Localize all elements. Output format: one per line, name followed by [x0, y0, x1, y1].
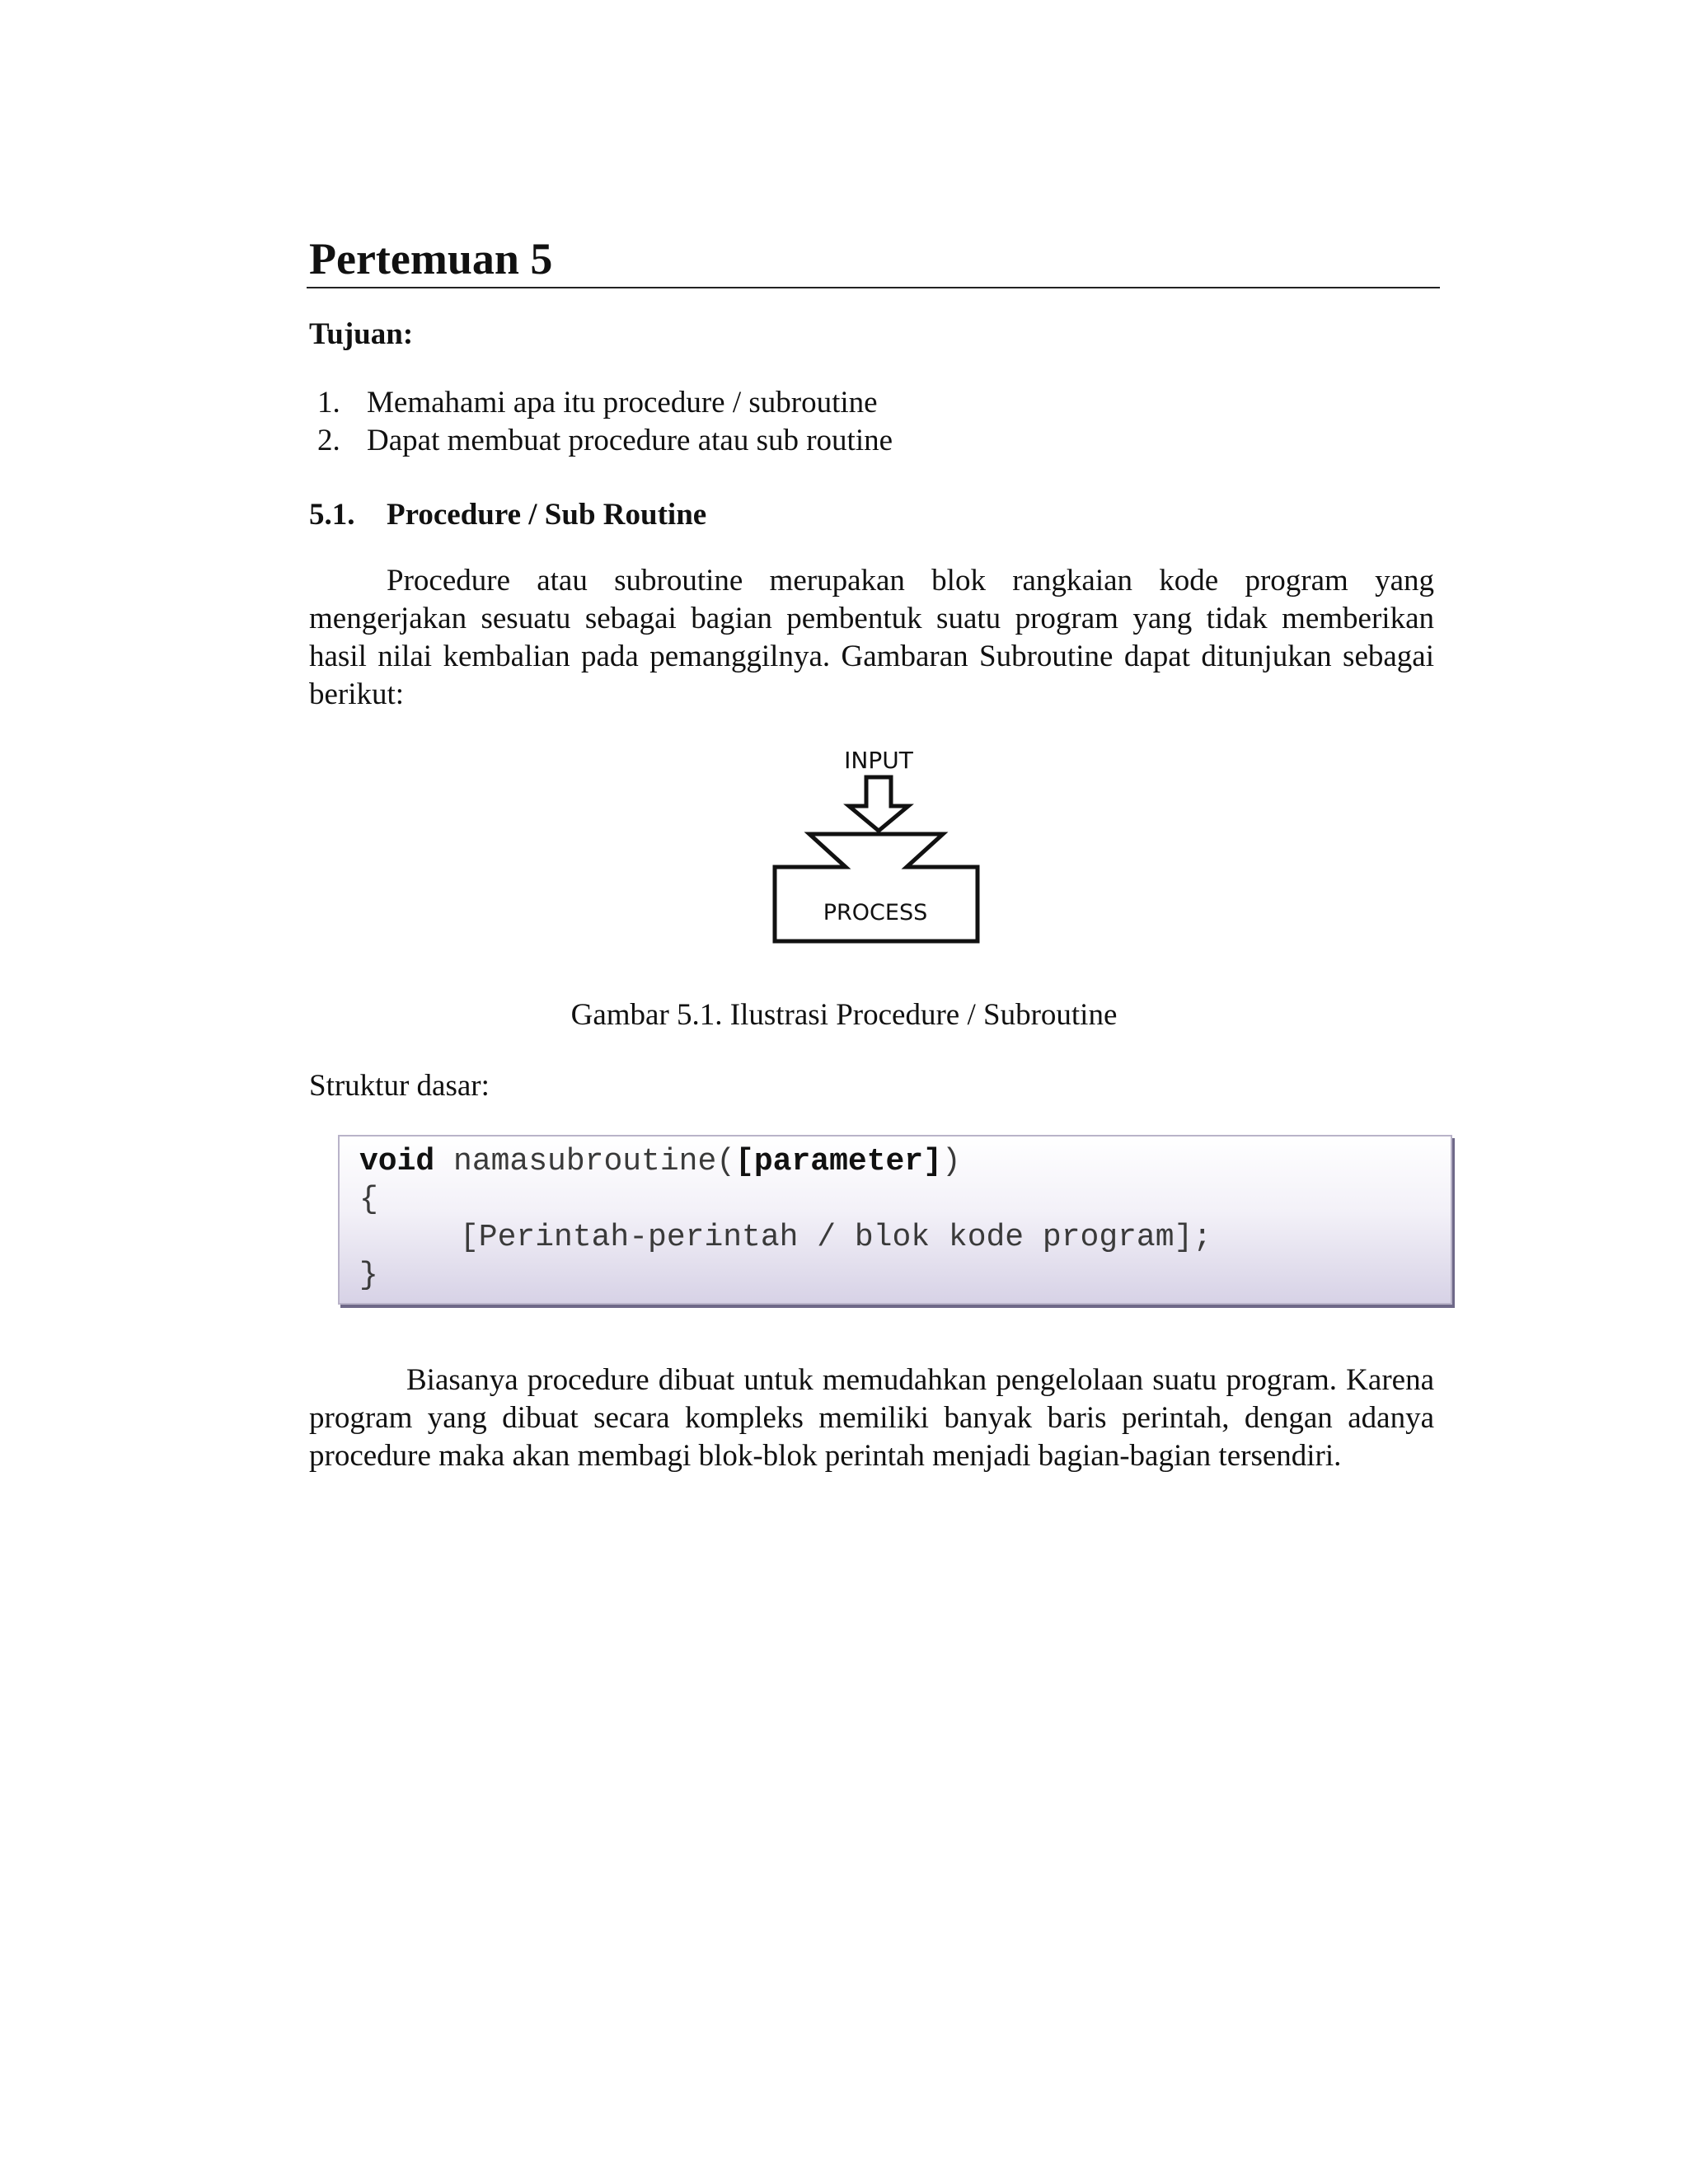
list-item [317, 384, 893, 422]
code-parameter: [parameter] [735, 1144, 942, 1179]
code-close-brace: } [359, 1258, 378, 1293]
code-line-body [359, 1219, 1451, 1257]
list-item-text: Memahami apa itu procedure / subroutine [367, 386, 878, 419]
code-line-signature [359, 1143, 1451, 1181]
process-label: PROCESS [823, 900, 928, 926]
section-heading [309, 497, 706, 533]
intro-paragraph: Procedure atau subroutine merupakan blok rangkaian kode program yang mengerjakan sesuatu sebagai bagian pembentuk suatu program yang tidak memberikan hasil nilai kembalian pada pemanggilnya. Gambaran Subroutine dapat ditunjukan sebagai berikut: [309, 564, 1434, 711]
list-item [317, 422, 893, 460]
subroutine-diagram [767, 740, 987, 979]
section-number: 5.1. [309, 498, 355, 532]
list-item-number: 1. [317, 386, 340, 419]
figure-caption: Gambar 5.1. Ilustrasi Procedure / Subroutine [570, 998, 1118, 1032]
list-item-text: Dapat membuat procedure atau sub routine [367, 424, 893, 457]
code-block [338, 1135, 1452, 1305]
input-label: INPUT [844, 747, 913, 774]
closing-paragraph: Biasanya procedure dibuat untuk memudahkan pengelolaan suatu program. Karena program yang dibuat secara kompleks memiliki banyak baris perintah, dengan adanya procedure maka akan membagi blok-blok perintah menjadi bagian-bagian tersendiri. [309, 1363, 1434, 1473]
code-close-paren: ) [941, 1144, 961, 1179]
objectives-list [317, 384, 893, 460]
code-open-brace: { [359, 1182, 378, 1217]
objectives-heading: Tujuan: [309, 317, 414, 351]
structure-label: Struktur dasar: [309, 1069, 490, 1103]
input-arrow-icon [849, 777, 908, 831]
subroutine-figure [767, 740, 987, 979]
code-body: [Perintah-perintah / blok kode program]; [460, 1220, 1212, 1255]
code-function-name: namasubroutine( [434, 1144, 736, 1179]
title-divider [307, 287, 1440, 288]
section-title: Procedure / Sub Routine [387, 498, 707, 532]
chapter-title: Pertemuan 5 [309, 234, 553, 284]
list-item-number: 2. [317, 424, 340, 457]
code-keyword: void [359, 1144, 435, 1179]
